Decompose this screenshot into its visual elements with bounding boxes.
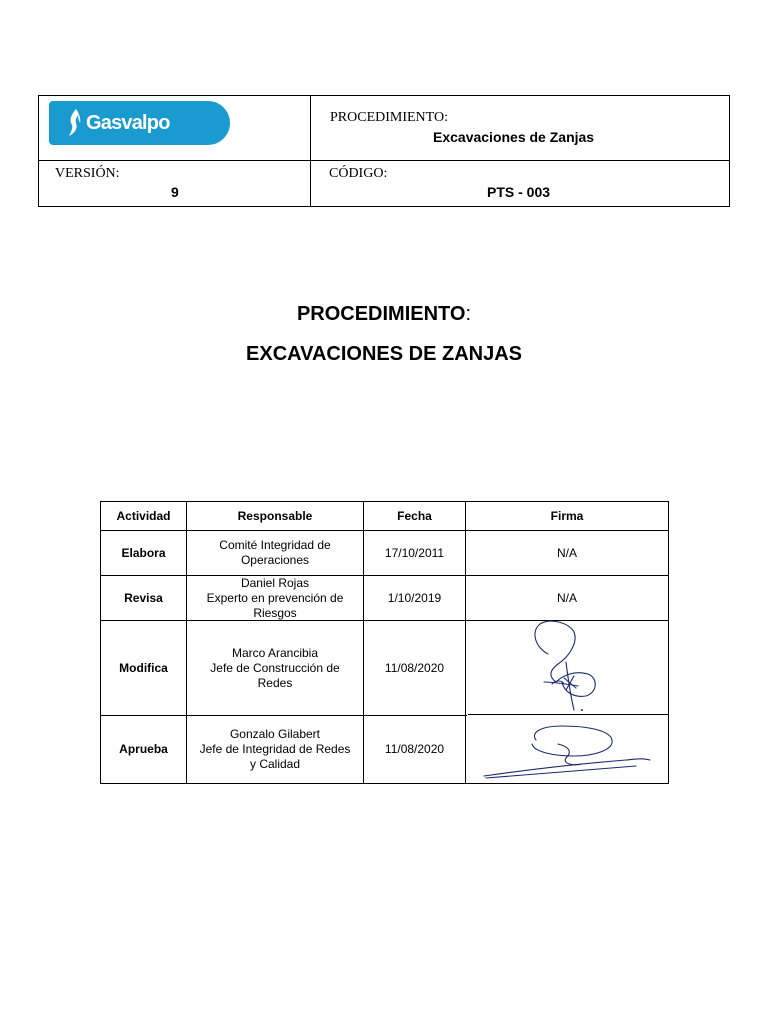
activity-cell: Revisa xyxy=(124,590,163,605)
procedure-value: Excavaciones de Zanjas xyxy=(433,129,595,145)
responsible-cell xyxy=(187,621,363,715)
activity-cell: Elabora xyxy=(121,545,166,560)
responsible-cell xyxy=(187,716,363,783)
row-divider xyxy=(468,714,668,715)
header-responsible: Responsable xyxy=(237,508,313,523)
version-label: VERSIÓN: xyxy=(55,166,120,181)
responsible-line: y Calidad xyxy=(249,757,301,771)
version-value: 9 xyxy=(171,184,179,200)
date-cell: 11/08/2020 xyxy=(384,742,445,756)
responsible-line: Operaciones xyxy=(240,553,310,567)
header-signature: Firma xyxy=(550,508,584,523)
document-title-line-2: EXCAVACIONES DE ZANJAS xyxy=(246,343,522,365)
signature-image xyxy=(466,716,668,782)
header-divider-vertical xyxy=(310,96,311,206)
responsible-line: Jefe de Integridad de Redes xyxy=(199,742,351,756)
procedure-label: PROCEDIMIENTO: xyxy=(330,110,448,125)
signature-cell: N/A xyxy=(556,545,577,560)
title-colon: : xyxy=(465,303,472,325)
company-logo xyxy=(49,101,230,145)
header-date: Fecha xyxy=(397,508,432,523)
code-value: PTS - 003 xyxy=(487,184,551,200)
responsible-line: Marco Arancibia xyxy=(231,645,319,660)
responsible-line: Redes xyxy=(257,675,293,690)
title-procedure: PROCEDIMIENTO xyxy=(296,303,466,325)
responsible-line: Jefe de Construcción de xyxy=(210,660,340,675)
document-title-line-1 xyxy=(0,303,768,326)
activity-cell: Modifica xyxy=(119,660,168,675)
header-activity: Actividad xyxy=(116,508,171,523)
signature-image xyxy=(466,618,668,714)
header-divider-horizontal xyxy=(39,160,729,161)
logo-text: Gasvalpo xyxy=(86,111,170,134)
responsible-line: Comité Integridad de xyxy=(219,538,331,552)
code-label: CÓDIGO: xyxy=(329,166,388,181)
responsible-line: Gonzalo Gilabert xyxy=(229,727,321,741)
date-cell: 1/10/2019 xyxy=(387,590,442,605)
document-header xyxy=(38,95,730,207)
responsible-line: Experto en prevención de xyxy=(206,590,344,605)
responsible-line: Daniel Rojas xyxy=(240,575,310,590)
signature-cell: N/A xyxy=(556,590,577,605)
responsible-cell xyxy=(187,576,363,620)
approval-table xyxy=(100,501,669,784)
flame-icon xyxy=(67,108,83,138)
date-cell: 11/08/2020 xyxy=(384,660,445,675)
responsible-line: Riesgos xyxy=(253,605,297,620)
responsible-cell xyxy=(187,531,363,575)
date-cell: 17/10/2011 xyxy=(384,545,445,560)
activity-cell: Aprueba xyxy=(119,742,168,756)
